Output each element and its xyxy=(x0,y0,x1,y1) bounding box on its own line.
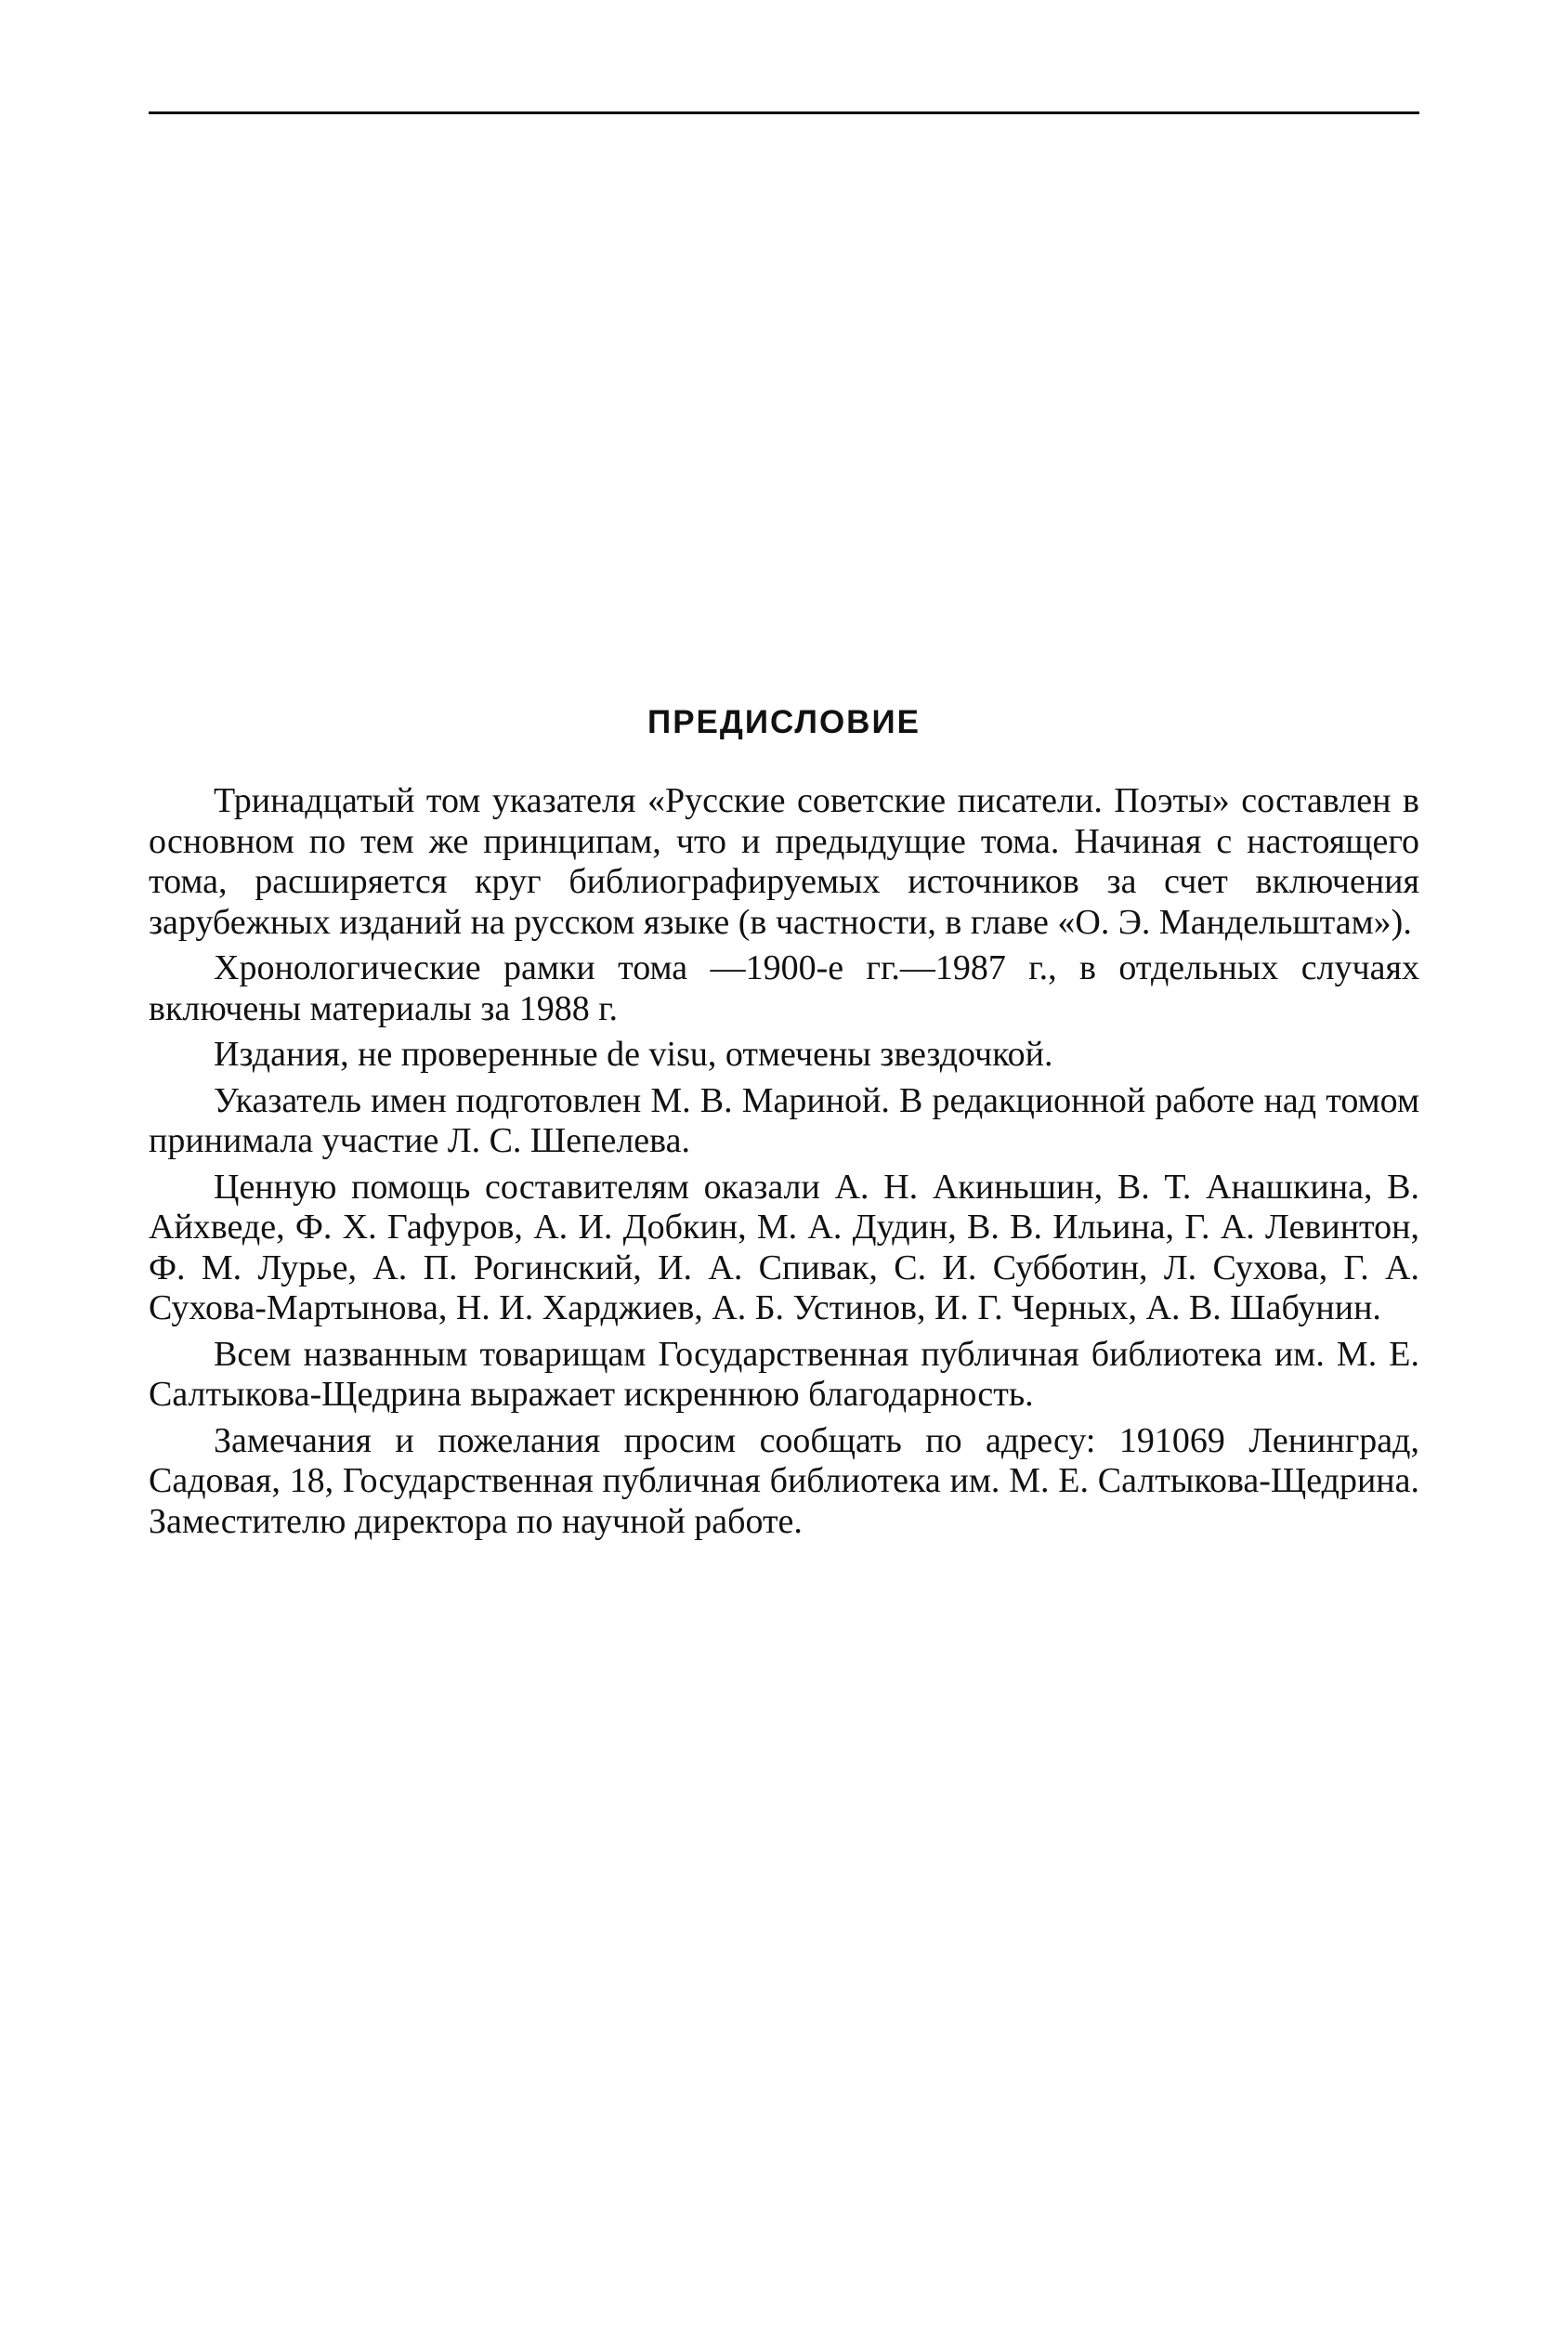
page-title: ПРЕДИСЛОВИЕ xyxy=(647,704,921,740)
paragraph: Указатель имен подготовлен М. В. Мариной. В редакционной работе над томом принимала участие Л. С. Шепелева. xyxy=(149,1080,1419,1160)
preface-body xyxy=(149,781,1419,1542)
paragraph: Всем названным товарищам Государственная публичная библиотека им. М. Е. Салтыкова-Щедрина выражает искреннюю благодарность. xyxy=(149,1334,1419,1414)
top-rule xyxy=(149,111,1419,114)
paragraph: Замечания и пожелания просим сообщать по адресу: 191069 Ленинград, Садовая, 18, Государственная публичная библиотека им. М. Е. Салтыкова-Щедрина. Заместителю директора по научной работе. xyxy=(149,1420,1419,1541)
paragraph: Тринадцатый том указателя «Русские советские писатели. Поэты» составлен в основном по тем же принципам, что и предыдущие тома. Начиная с настоящего тома, расширяется круг библиографируемых источников за счет включения зарубежных изданий на русском языке (в частности, в главе «О. Э. Мандельштам»). xyxy=(149,781,1419,942)
paragraph: Хронологические рамки тома —1900-е гг.—1987 г., в отдельных случаях включены материалы за 1988 г. xyxy=(149,948,1419,1028)
paragraph: Ценную помощь составителям оказали А. Н. Акиньшин, В. Т. Анашкина, В. Айхведе, Ф. Х. Гафуров, А. И. Добкин, М. А. Дудин, В. В. Ильина, Г. А. Левинтон, Ф. М. Лурье, А. П. Рогинский, И. А. Спивак, С. И. Субботин, Л. Сухова, Г. А. Сухова-Мартынова, Н. И. Харджиев, А. Б. Устинов, И. Г. Черных, А. В. Шабунин. xyxy=(149,1167,1419,1327)
paragraph: Издания, не проверенные de visu, отмечены звездочкой. xyxy=(214,1035,1053,1074)
